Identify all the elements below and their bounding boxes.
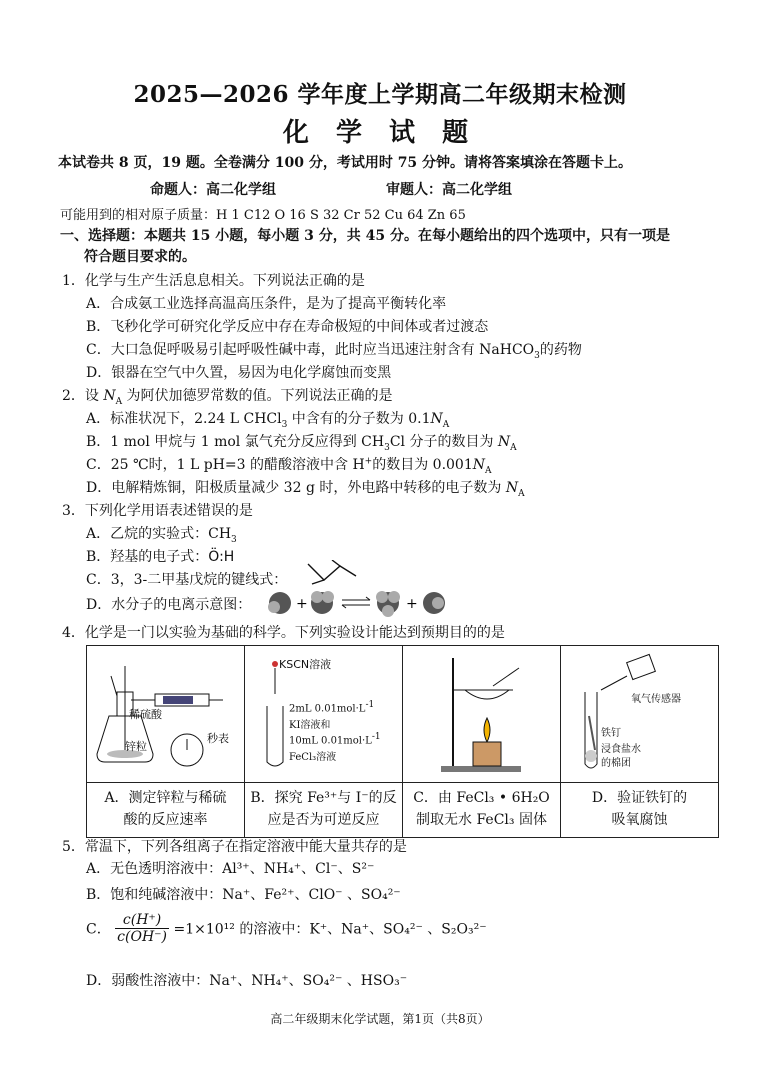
cap-a1: A．测定锌粒与稀硫 (104, 790, 227, 806)
reviewer: 审题人：高二化学组 (386, 182, 512, 198)
q3-option-b (86, 546, 234, 566)
exp-d-figure (561, 646, 719, 783)
q2-option-b: B．1 mol 甲烷与 1 mol 氯气充分反应得到 $CH_3Cl$ 分子的数目为 $N_A$ (86, 434, 517, 453)
authors-line (150, 179, 512, 199)
q2-d-text: D．电解精炼铜，阳极质量减少 32 g 时，外电路中转移的电子数为 (86, 480, 506, 496)
q2-a-text2: 中含有的分子数为 0.1 (287, 411, 431, 427)
q5-c-label: C． (86, 921, 111, 938)
exp-c-figure (403, 646, 561, 783)
q1-option-b: B．飞秒化学可研究化学反应中存在寿命极短的中间体或者过渡态 (86, 319, 489, 335)
exp-b-caption (245, 783, 403, 838)
label-stopwatch: 秒表 (207, 732, 229, 745)
q5-option-a: A．无色透明溶液中：Al³⁺、NH₄⁺、Cl⁻、S²⁻ (86, 861, 375, 877)
q5-stem: 5．常温下，下列各组离子在指定溶液中能大量共存的是 (62, 839, 407, 855)
experiment-table (86, 645, 719, 838)
q5-c-den: c(OH⁻) (117, 929, 168, 945)
svg-text:+: + (406, 596, 418, 612)
flask-syringe-icon (87, 646, 244, 778)
cap-b2: 应是否为可逆反应 (267, 812, 380, 828)
section-heading-cont: 符合题目要求的。 (84, 249, 196, 265)
page-footer: 高二年级期末化学试题，第1页（共8页） (270, 1012, 490, 1026)
q3-a-text: A．乙烷的实验式：CH (86, 526, 232, 542)
exam-title: 2025—2026 学年度上学期高二年级期末检测 (133, 81, 627, 108)
q2-a-text: A．标准状况下，2.24 L CHCl (86, 411, 282, 427)
label-zinc: 锌粒 (125, 740, 147, 753)
q5-option-c (86, 912, 487, 945)
exp-c-caption (403, 783, 561, 838)
q5-c-num: c(H⁺) (115, 912, 169, 929)
label-fecl3-conc: 10mL $0.01mol\cdot L^{-1}$ (289, 732, 381, 747)
svg-text:+: + (296, 596, 308, 612)
q2-b-text2: Cl 分子的数目为 (389, 434, 498, 450)
q2-stem-b: 为阿伏加德罗常数的值。下列说法正确的是 (122, 388, 393, 404)
q4-stem: 4．化学是一门以实验为基础的科学。下列实验设计能达到预期目的的是 (62, 625, 505, 641)
exp-d-caption (561, 783, 719, 838)
q3-option-a: A．乙烷的实验式：$CH_3$ (86, 526, 237, 545)
q1-c-text: C．大口急促呼吸易引起呼吸性碱中毒，此时应当迅速注射含有 NaHCO (86, 342, 535, 358)
q3-stem: 3．下列化学用语表述错误的是 (62, 503, 253, 519)
q2-stem (62, 385, 393, 407)
label-b2: 2mL 0.01mol·L (289, 703, 366, 715)
atomic-masses: 可能用到的相对原子质量：H 1 C12 O 16 S 32 Cr 52 Cu 64 Zn 65 (60, 208, 466, 223)
exp-b-figure (245, 646, 403, 783)
q1-option-d: D．银器在空气中久置，易因为电化学腐蚀而变黑 (86, 365, 392, 381)
q2-option-c: C．25 ℃时，1 L pH=3 的醋酸溶液中含 H+的数目为 $0.001N_A$ (86, 456, 492, 476)
author: 命题人：高二化学组 (150, 182, 276, 198)
q2-b-text: B．1 mol 甲烷与 1 mol 氯气充分反应得到 CH (86, 434, 385, 450)
label-cotton: 的棉团 (601, 758, 631, 769)
q3-c-text: C．3，3-二甲基戊烷的键线式： (86, 572, 288, 588)
label-iron-nail: 铁钉 (601, 728, 621, 739)
cap-b1: B．探究 Fe³⁺与 I⁻的反 (250, 790, 397, 806)
label-ki: KI溶液和 (289, 720, 331, 731)
q5-c-text: =1×10¹² 的溶液中：K⁺、Na⁺、SO₄²⁻ 、S₂O₃²⁻ (173, 921, 487, 938)
cap-c1: C．由 FeCl₃ • 6H₂O (413, 790, 550, 806)
label-kscn: KSCN溶液 (279, 658, 332, 671)
q2-na-sub: A (115, 396, 123, 407)
q5-option-d: D．弱酸性溶液中：Na⁺、NH₄⁺、SO₄²⁻ 、HSO₃⁻ (86, 973, 408, 989)
label-salt-water: 浸食盐水 (601, 744, 641, 755)
label-sulfuric-acid: 稀硫酸 (129, 708, 162, 721)
label-ki-conc: 2mL $0.01mol\cdot L^{-1}$ (289, 700, 375, 715)
q1-option-c: C．大口急促呼吸易引起呼吸性碱中毒，此时应当迅速注射含有 NaHCO$_3$的药物 (86, 342, 582, 361)
q5-option-b: B．饱和纯碱溶液中：Na⁺、Fe²⁺、ClO⁻ 、SO₄²⁻ (86, 887, 401, 903)
water-ionization-diagram (262, 589, 452, 617)
q2-c-text: C．25 ℃时，1 L pH=3 的醋酸溶液中含 H (86, 457, 365, 473)
q2-option-d: D．电解精炼铜，阳极质量减少 32 g 时，外电路中转移的电子数为 $N_A$ (86, 480, 525, 499)
label-oxygen-sensor: 氧气传感器 (631, 694, 681, 705)
skeletal-formula-icon (304, 560, 360, 586)
label-fecl3: FeCl₃溶液 (289, 752, 337, 763)
q1-option-a: A．合成氨工业选择高温高压条件，是为了提高平衡转化率 (86, 296, 447, 312)
cap-a2: 酸的反应速率 (123, 812, 208, 828)
q2-stem-a: 2．设 (62, 388, 104, 404)
cap-d1: D．验证铁钉的 (591, 790, 688, 806)
exp-a-figure (87, 646, 245, 783)
q5-c-fraction (115, 912, 169, 945)
hydroxyl-electron-formula: Ö:H (208, 549, 235, 565)
evaporating-dish-stand-icon (403, 646, 560, 778)
q2-option-a: A．标准状况下，2.24 L CHCl$_3$ 中含有的分子数为 $0.1N_A$ (86, 411, 450, 430)
oxygen-sensor-tube-icon (561, 646, 718, 778)
q3-d-text: D．水分子的电离示意图： (86, 597, 252, 613)
cap-c2: 制取无水 FeCl₃ 固体 (416, 812, 547, 828)
q3-option-d (86, 594, 251, 614)
q1-c-text2: 的药物 (539, 342, 582, 358)
q3-option-c (86, 569, 287, 589)
exp-a-caption (87, 783, 245, 838)
label-b4: 10mL 0.01mol·L (289, 735, 372, 747)
q1-stem: 1．化学与生产生活息息相关。下列说法正确的是 (62, 273, 365, 289)
exam-subtitle: 化 学 试 题 (282, 118, 478, 148)
q2-na: N (103, 388, 116, 404)
section-heading: 一、选择题：本题共 15 小题，每小题 3 分，共 45 分。在每小题给出的四个选项中，只有一项是 (60, 228, 670, 244)
q3-b-text: B．羟基的电子式： (86, 549, 209, 565)
cap-d2: 吸氧腐蚀 (611, 812, 668, 828)
q2-c-text2: 的数目为 0.001 (372, 457, 473, 473)
exam-intro: 本试卷共 8 页，19 题。全卷满分 100 分，考试用时 75 分钟。请将答案填涂在答题卡上。 (58, 155, 633, 171)
